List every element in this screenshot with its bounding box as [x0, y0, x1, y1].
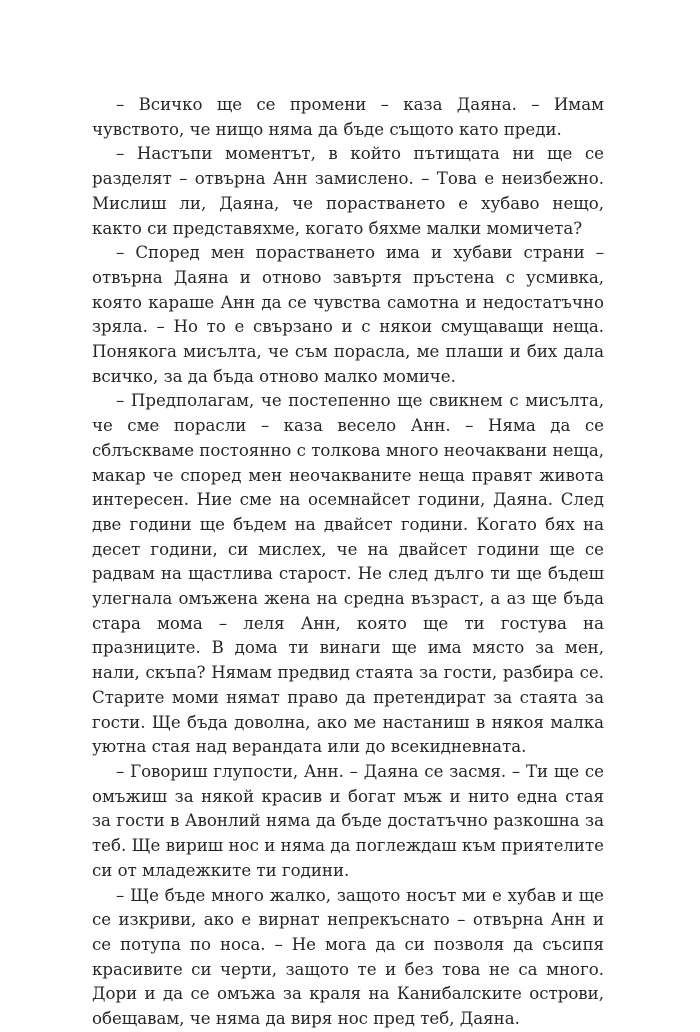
paragraph-5: – Говориш глупости, Анн. – Даяна се засмя. – Ти ще се омъжиш за някой красив и богат мъж и нито една стая за гости в Авонлий няма да бъде достатъчно разкошна за теб. Ще вириш нос и няма да поглеждаш към приятелите си от младежките ти години.: [92, 761, 604, 880]
paragraph-2: – Настъпи моментът, в който пътищата ни ще се разделят – отвърна Анн замислено. – Това е неизбежно. Мислиш ли, Даяна, че порастването е хубаво нещо, както си представяхме, когато бяхме малки момичета?: [92, 144, 604, 238]
book-page-text: [92, 93, 604, 1032]
paragraph-1: – Всичко ще се промени – каза Даяна. – Имам чувството, че нищо няма да бъде същото като преди.: [92, 95, 604, 139]
paragraph-4: – Предполагам, че постепенно ще свикнем с мисълта, че сме порасли – каза весело Анн. – Няма да се сблъскваме постоянно с толкова много неочаквани неща, макар че според мен неочакваните неща правят живота интересен. Ние сме на осемнайсет години, Даяна. След две години ще бъдем на двайсет години. Когато бях на десет години, си мислех, че на двайсет години ще се радвам на щастлива старост. Не след дълго ти ще бъдеш улегнала омъжена жена на средна възраст, а аз ще бъда стара мома – леля Анн, която ще ти гостува на празниците. В дома ти винаги ще има място за мен, нали, скъпа? Нямам предвид стаята за гости, разбира се. Старите моми нямат право да претендират за стаята за гости. Ще бъда доволна, ако ме настаниш в някоя малка уютна стая над верандата или до всекидневната.: [92, 391, 604, 757]
paragraph-3: – Според мен порастването има и хубави страни – отвърна Даяна и отново завъртя пръстена с усмивка, която караше Анн да се чувства самотна и недостатъчно зряла. – Но то е свързано и с някои смущаващи неща. Понякога мисълта, че съм порасла, ме плаши и бих дала всичко, за да бъда отново малко момиче.: [92, 243, 604, 386]
paragraph-6: – Ще бъде много жалко, защото носът ми е хубав и ще се изкриви, ако е вирнат непрекъснато – отвърна Анн и се потупа по носа. – Не мога да си позволя да съсипя красивите си черти, защото те и без това не са много. Дори и да се омъжа за краля на Канибалските острови, обещавам, че няма да виря нос пред теб, Даяна.: [92, 885, 604, 1029]
